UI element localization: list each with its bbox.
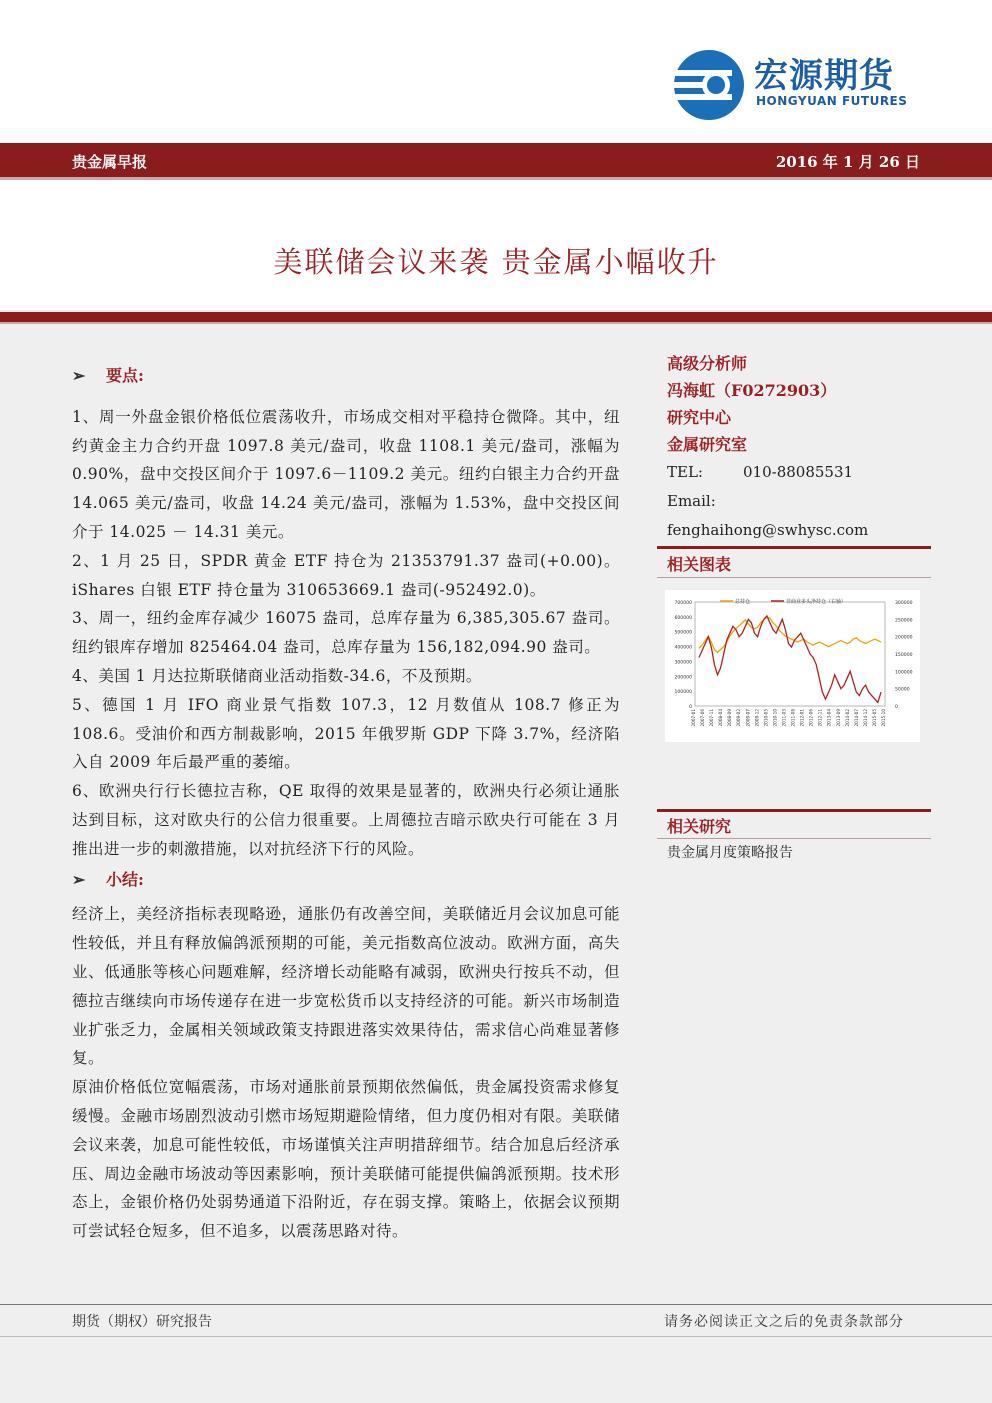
- x-tick-label: 2007-06: [700, 709, 706, 727]
- related-report-link[interactable]: 贵金属月度策略报告: [667, 845, 793, 861]
- x-tick-label: 2009-02: [736, 709, 742, 727]
- footer-divider-bottom: [0, 1336, 992, 1337]
- related-section-bar: [657, 809, 931, 812]
- x-tick-label: 2011-03: [781, 709, 787, 727]
- chart-section-bar: [657, 546, 931, 549]
- footer-left: 期货（期权）研究报告: [72, 1314, 212, 1330]
- y-right-tick-label: 0: [895, 705, 898, 710]
- y-right-tick-label: 150000: [895, 653, 913, 658]
- y-left-tick-label: 500000: [674, 630, 692, 636]
- key-point: 3、周一，纽约金库存减少 16075 盎司，总库存量为 6,385,305.67 盎司。纽约银库存增加 825464.04 盎司，总库存量为 156,182,094.90 盎司。: [72, 609, 620, 657]
- summary-paragraph: 原油价格低位宽幅震荡，市场对通胀前景预期依然偏低，贵金属投资需求修复缓慢。金融市场剧烈波动引燃市场短期避险情绪，但力度仍相对有限。美联储会议来袭，加息可能性较低，市场谨慎关注声明措辞细节。结合加息后经济承压、周边金融市场波动等因素影响，预计美联储可能提供偏鸽派预期。技术形态上，金银价格仍处弱势通道下沿附近，存在弱支撑。策略上，依据会议预期可尝试轻仓短多，但不追多，以震荡思路对待。: [72, 1078, 620, 1241]
- y-left-tick-label: 600000: [674, 615, 692, 621]
- brand-logo: [672, 48, 922, 122]
- legend-label-net-long: 非商业多头净持仓（右轴）: [786, 599, 847, 605]
- y-left-tick-label: 300000: [674, 660, 692, 666]
- summary-heading: [72, 866, 620, 895]
- x-tick-label: 2010-05: [763, 709, 769, 727]
- chart-divider: [657, 577, 931, 578]
- email-label: Email:: [667, 492, 716, 510]
- key-point: 4、美国 1 月达拉斯联储商业活动指数-34.6，不及预期。: [72, 666, 482, 685]
- summary-label: 小结:: [106, 869, 144, 889]
- key-point: 5、德国 1 月 IFO 商业景气指数 107.3，12 月数值从 108.7 修正为 108.6。受油价和西方制裁影响，2015 年俄罗斯 GDP 下降 3.7%，经济陷入自 2009 年后最严重的萎缩。: [72, 695, 620, 772]
- report-category: 贵金属早报: [72, 153, 148, 171]
- y-right-tick-label: 300000: [895, 601, 913, 606]
- x-tick-label: 2008-04: [718, 709, 724, 727]
- x-tick-label: 2014-12: [862, 709, 868, 727]
- x-tick-label: 2009-12: [754, 709, 760, 727]
- analyst-info: [667, 350, 932, 545]
- report-date: 2016 年 1 月 26 日: [775, 153, 920, 171]
- footer-right: 请务必阅读正文之后的免责条款部分: [664, 1314, 904, 1330]
- key-point: 6、欧洲央行行长德拉吉称，QE 取得的效果是显著的，欧洲央行必须让通胀达到目标，这对欧央行的公信力很重要。上周德拉吉暗示欧央行可能在 3 月推出进一步的刺激措施，以对抗经济下行的风险。: [72, 782, 620, 858]
- x-tick-label: 2013-04: [826, 709, 832, 727]
- tel-row: [667, 458, 932, 487]
- analyst-title: 高级分析师: [667, 354, 748, 373]
- department: 研究中心: [667, 408, 732, 427]
- y-right-tick-label: 50000: [895, 687, 910, 693]
- key-point: 2、1 月 25 日，SPDR 黄金 ETF 持仓为 21353791.37 盎司(+0.00)。iShares 白银 ETF 持仓量为 310653669.1 盎司(-952492.0)。: [72, 551, 620, 599]
- arrow-icon: ➢: [72, 869, 86, 889]
- email-value[interactable]: fenghaihong@swhysc.com: [667, 521, 869, 539]
- x-tick-label: 2014-07: [853, 709, 859, 727]
- y-right-tick-label: 100000: [895, 670, 913, 676]
- x-tick-label: 2007-11: [709, 709, 715, 727]
- brand-name-cn: 宏源期货: [754, 56, 894, 96]
- related-heading: 相关研究: [667, 817, 732, 836]
- x-tick-label: 2012-11: [817, 709, 823, 727]
- related-divider: [657, 838, 931, 839]
- y-left-tick-label: 700000: [674, 601, 692, 606]
- related-chart: [665, 590, 920, 742]
- main-content: [72, 362, 620, 1246]
- x-tick-label: 2015-10: [881, 709, 886, 727]
- chart-svg: [665, 590, 920, 742]
- title-area: [0, 180, 992, 310]
- x-tick-label: 2013-09: [835, 709, 841, 727]
- key-points-label: 要点:: [106, 366, 144, 385]
- x-tick-label: 2012-01: [799, 709, 805, 727]
- chart-heading: 相关图表: [667, 555, 732, 574]
- tel-value: 010-88085531: [743, 463, 854, 481]
- key-points-heading: [72, 362, 620, 391]
- y-left-tick-label: 100000: [674, 690, 692, 696]
- arrow-icon: ➢: [72, 366, 86, 385]
- y-right-tick-label: 250000: [895, 618, 913, 624]
- tel-label: TEL:: [667, 463, 703, 481]
- office: 金属研究室: [667, 435, 748, 454]
- page-title: 美联储会议来袭 贵金属小幅收升: [273, 245, 719, 279]
- email-row: [667, 487, 932, 545]
- y-left-tick-label: 200000: [674, 675, 692, 681]
- x-tick-label: 2007-01: [691, 709, 696, 727]
- key-point: 1、周一外盘金银价格低位震荡收升，市场成交相对平稳持仓微降。其中，纽约黄金主力合约开盘 1097.8 美元/盎司，收盘 1108.1 美元/盎司，涨幅为 0.90%，盘中交投区间介于 1097.6－1109.2 美元。纽约白银主力合约开盘 14.065 美元/盎司，收盘 14.24 美元/盎司，涨幅为 1.53%，盘中交投区间介于 14.025 － 14.31 美元。: [72, 407, 620, 541]
- x-tick-label: 2011-08: [790, 709, 796, 727]
- x-tick-label: 2012-06: [808, 709, 814, 727]
- header-band: [0, 143, 992, 180]
- x-tick-label: 2015-05: [871, 709, 877, 727]
- brand-name-en: HONGYUAN FUTURES: [756, 94, 908, 108]
- x-tick-label: 2010-10: [772, 709, 778, 727]
- x-tick-label: 2014-02: [844, 709, 850, 727]
- y-left-tick-label: 400000: [674, 645, 692, 651]
- y-right-tick-label: 200000: [895, 635, 913, 641]
- y-left-tick-label: 0: [689, 705, 692, 710]
- title-band: [0, 312, 992, 324]
- footer-divider: [0, 1304, 992, 1305]
- x-tick-label: 2009-07: [745, 709, 751, 727]
- legend-label-total-oi: 总持仓: [735, 599, 751, 605]
- x-tick-label: 2008-09: [727, 709, 733, 727]
- analyst-name: 冯海虹（F0272903）: [667, 381, 837, 400]
- summary-paragraph: 经济上，美经济指标表现略逊，通胀仍有改善空间，美联储近月会议加息可能性较低，并且有释放偏鸽派预期的可能，美元指数高位波动。欧洲方面，高失业、低通胀等核心问题难解，经济增长动能略有减弱，欧洲央行按兵不动，但德拉吉继续向市场传递存在进一步宽松货币以支持经济的可能。新兴市场制造业扩张乏力，金属相关领域政策支持跟进落实效果待估，需求信心尚难显著修复。: [72, 905, 620, 1068]
- brand-logo-icon: [672, 48, 746, 122]
